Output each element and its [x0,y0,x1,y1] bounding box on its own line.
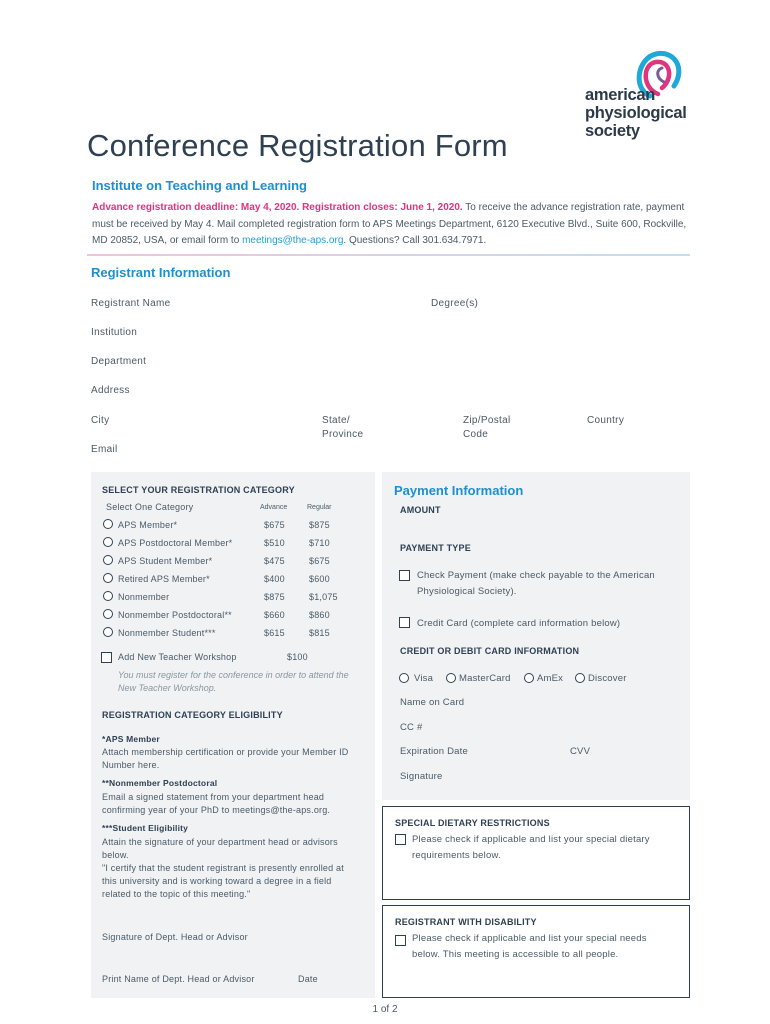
regular-price: $1,075 [309,592,338,602]
regular-price: $710 [309,538,330,548]
name-on-card-field[interactable]: Name on Card [400,697,465,708]
category-row[interactable] [91,517,375,533]
dietary-checkbox[interactable] [395,834,406,845]
student-text: Attain the signature of your department head or advisors below. "I certify that the student registrant is presently enrolled at this university and is working toward a degree in a field related to the topic of this meeting." [102,837,344,899]
intro-text-2: . Questions? Call 301.634.7971. [343,235,487,246]
category-row[interactable] [91,571,375,587]
category-name: Retired APS Member* [118,574,210,584]
degree-field[interactable]: Degree(s) [431,298,479,309]
intro-text-1: To receive the advance registration rate, payment must be received by May 4. Mail completed registration form to APS Meetings Department, 6120 Executive Blvd., Suite 600, Rockville, MD 20852, USA, or email form to [92,202,687,246]
advisor-signature-field[interactable]: Signature of Dept. Head or Advisor [102,932,248,942]
dietary-box [382,806,690,900]
postdoc-title: **Nonmember Postdoctoral [102,778,218,788]
category-name: Nonmember Postdoctoral** [118,610,232,620]
radio-button[interactable] [103,591,113,601]
page-number: 1 of 2 [372,1004,398,1015]
postdoc-text: Email a signed statement from your department head confirming year of your PhD to meetings@the-aps.org. [102,792,331,815]
regular-price: $600 [309,574,330,584]
eligibility-heading: REGISTRATION CATEGORY ELIGIBILITY [102,710,283,720]
disability-box [382,905,690,998]
regular-price: $815 [309,628,330,638]
advisor-date-field[interactable]: Date [298,974,318,984]
workshop-note: You must register for the conference in order to attend the New Teacher Workshop. [118,670,349,693]
regular-price: $875 [309,520,330,530]
advance-price: $475 [264,556,285,566]
advance-column-header: Advance [260,504,288,511]
radio-button[interactable] [103,537,113,547]
registration-category-panel [91,472,375,998]
institution-field[interactable]: Institution [91,327,138,338]
email-field[interactable]: Email [91,444,118,455]
expiration-field[interactable]: Expiration Date [400,746,468,757]
aps-logo-text: american physiological society [585,86,687,140]
category-row[interactable] [91,625,375,641]
select-one-label: Select One Category [106,502,194,512]
credit-card-label: Credit Card (complete card information below) [417,618,621,629]
visa-label: Visa [414,673,434,684]
regular-column-header: Regular [307,504,332,511]
advance-price: $400 [264,574,285,584]
department-field[interactable]: Department [91,356,147,367]
card-signature-field[interactable]: Signature [400,771,443,782]
workshop-checkbox[interactable] [101,652,112,663]
student-title: ***Student Eligibility [102,823,189,833]
workshop-label: Add New Teacher Workshop [118,652,237,662]
advance-price: $875 [264,592,285,602]
payment-heading: Payment Information [394,483,524,498]
discover-radio[interactable] [575,673,585,683]
radio-button[interactable] [103,519,113,529]
card-info-heading: CREDIT OR DEBIT CARD INFORMATION [400,646,580,656]
radio-button[interactable] [103,609,113,619]
category-name: APS Postdoctoral Member* [118,538,233,548]
workshop-price: $100 [287,652,308,662]
dietary-heading: SPECIAL DIETARY RESTRICTIONS [395,818,550,828]
aps-member-text: Attach membership certification or provide your Member ID Number here. [102,747,349,770]
category-row[interactable] [91,553,375,569]
country-field[interactable]: Country [587,415,625,426]
category-row[interactable] [91,535,375,551]
amex-label: AmEx [537,673,564,684]
address-field[interactable]: Address [91,385,130,396]
category-name: APS Student Member* [118,556,213,566]
amount-field[interactable]: AMOUNT [400,505,441,515]
disability-heading: REGISTRANT WITH DISABILITY [395,917,537,927]
advance-price: $675 [264,520,285,530]
radio-button[interactable] [103,555,113,565]
aps-member-title: *APS Member [102,734,160,744]
cc-number-field[interactable]: CC # [400,722,423,733]
disability-checkbox[interactable] [395,935,406,946]
deadline-text: Advance registration deadline: May 4, 2020. Registration closes: June 1, 2020. [92,202,463,213]
regular-price: $860 [309,610,330,620]
cvv-field[interactable]: CVV [570,746,591,757]
advisor-print-name-field[interactable]: Print Name of Dept. Head or Advisor [102,974,255,984]
payment-panel [382,472,690,800]
subtitle: Institute on Teaching and Learning [92,178,307,193]
mastercard-label: MasterCard [459,673,511,684]
advance-price: $510 [264,538,285,548]
intro-paragraph [92,200,692,250]
check-payment-checkbox[interactable] [399,570,410,581]
mastercard-radio[interactable] [446,673,456,683]
payment-type-label: PAYMENT TYPE [400,543,471,553]
radio-button[interactable] [103,573,113,583]
discover-label: Discover [588,673,627,684]
category-name: Nonmember Student*** [118,628,216,638]
section-divider [87,254,690,256]
registrant-heading: Registrant Information [91,265,231,280]
advance-price: $615 [264,628,285,638]
category-row[interactable] [91,589,375,605]
amex-radio[interactable] [524,673,534,683]
credit-card-checkbox[interactable] [399,617,410,628]
check-payment-label: Check Payment (make check payable to the American Physiological Society). [417,570,655,597]
regular-price: $675 [309,556,330,566]
city-field[interactable]: City [91,415,110,426]
radio-button[interactable] [103,627,113,637]
category-name: Nonmember [118,592,170,602]
email-link[interactable]: meetings@the-aps.org [242,235,344,246]
state-field[interactable]: State/ Province [322,415,364,440]
advance-price: $660 [264,610,285,620]
registrant-name-field[interactable]: Registrant Name [91,298,171,309]
category-heading: SELECT YOUR REGISTRATION CATEGORY [102,485,295,495]
dietary-text: Please check if applicable and list your special dietary requirements below. [412,834,650,861]
category-name: APS Member* [118,520,178,530]
category-row[interactable] [91,607,375,623]
disability-text: Please check if applicable and list your special needs below. This meeting is accessible to all people. [412,933,647,960]
visa-radio[interactable] [399,673,409,683]
page-title: Conference Registration Form [87,128,508,163]
zip-field[interactable]: Zip/Postal Code [463,415,511,440]
